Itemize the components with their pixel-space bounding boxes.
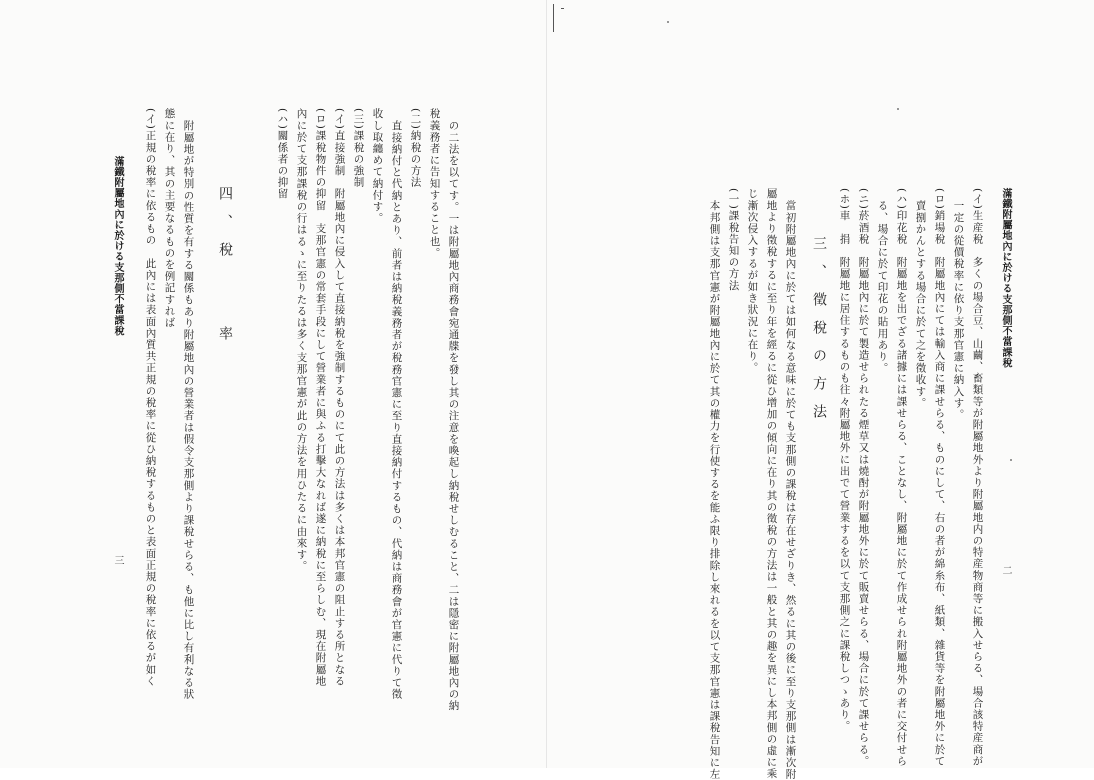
paper-speck	[667, 21, 669, 23]
text-line: (二)納稅の方法	[409, 108, 422, 188]
text-line: (三)課稅の強制	[352, 108, 365, 188]
text-line: (ニ)菸酒稅 附屬地內に於て製造せられたる煙草又は燒酎が附屬地外に於て販賣せらる、場合に於て課せらる。	[857, 188, 870, 767]
text-line: (ハ)關係者の抑留	[276, 108, 289, 200]
text-line: 稅義務者に告知すること也。	[428, 108, 441, 259]
text-line: 一定の從價稅率に依り支那官憲に納入す。	[952, 200, 965, 421]
text-line: (イ)生産稅 多くの場合豆、山繭、畜類等が附屬地外より附屬地内の特産物商等に搬入せらる、場合該特産商が	[971, 188, 984, 767]
text-line: の二法を以てす。一は附屬地內商務會宛通牒を發し其の注意を喚起し納稅せしむること、二は隱密に附屬地內の納	[447, 120, 460, 712]
text-line: (ロ)課稅物件の抑留 支那官憲の常套手段にして營業者に與ふる打擊大なれば遂に納稅に至らしむ、現在附屬地	[314, 108, 327, 687]
text-line: 內に於て支那課稅の行はるゝに至りたるは多く支那官憲が此の方法を用ひたるに由來す。	[295, 108, 308, 572]
right-page-number: 二	[1000, 565, 1011, 577]
right-page-header: 滿鐵附屬地內に於ける支那側不當課稅	[1000, 188, 1011, 369]
text-line: る、場合に於て印花の貼用あり。	[876, 200, 889, 374]
left-page	[0, 0, 547, 768]
binding-mark	[553, 4, 554, 32]
text-line: (イ)直接強制 附屬地內に侵入して直接納稅を強制するものにて此の方法は多くは本邦官憲の阻止する所となる	[333, 108, 346, 687]
text-line: 屬地より徵稅するに至り年を經るに從ひ增加の傾向に在り其の徵稅の方法は一般と其の趣を異にし本邦側の虛に乘	[765, 188, 778, 780]
left-page-header: 滿鐵附屬地內に於ける支那側不當課稅	[112, 156, 123, 337]
text-line: 態に在り、其の主要なるものを例記すれば	[163, 108, 176, 329]
text-line: (イ)正規の稅率に依るもの 此內には表面內質共正規の稅率に從ひ納稅するものと表面正規の稅率に依るが如く	[144, 108, 157, 687]
page-gutter	[546, 0, 547, 768]
text-line: じ漸次侵入するが如き狀況に在り。	[746, 188, 759, 374]
text-line: (ロ)銷場稅 附屬地內にては輸入商に課せらる、ものにして、右の者が綿糸布、紙類、雜貨等を附屬地外に於て	[933, 188, 946, 767]
paper-speck	[897, 108, 899, 110]
paper-speck	[1010, 459, 1012, 461]
text-line: 賣捌かんとする場合に於て之を徵收す。	[914, 200, 927, 409]
text-line: 本邦側は支那官憲が附屬地內に於て其の權力を行使するを能ふ限り排除し來れるを以て支那官憲は課稅告知に左	[708, 200, 721, 780]
section-heading: 三、徵稅の方法	[811, 236, 827, 432]
section-heading: 四、稅 率	[217, 186, 233, 354]
text-line: (ホ)車 捐 附屬地に居住するものも往々附屬地外に出でて營業するを以て支那側之に課稅しつゝあり。	[838, 188, 851, 732]
text-line: (ハ)印花稅 附屬地を出でざる諸據には課せらる、ことなし、附屬地に於て作成せられ附屬地外の者に交付せら	[895, 188, 908, 767]
left-page-number: 三	[112, 555, 123, 567]
text-line: (一)課稅告知の方法	[727, 188, 740, 292]
binding-mark-tick	[561, 8, 564, 9]
text-line: 附屬地が特別の性質を有する關係もあり附屬地內の營業者は假令支那側より課稅せらる、も他に比し有利なる狀	[182, 120, 195, 700]
text-line: 直接納付と代納とあり、前者は納稅義務者が稅務官憲に至り直接納付するもの、代納は商務會が官憲に代りて徵	[390, 120, 403, 700]
text-line: 收し取纏めて納付す。	[371, 108, 384, 224]
text-line: 當初附屬地內に於ては如何なる意味に於ても支那側の課稅は存在せざりき、然るに其の後に至り支那側は漸次附	[784, 200, 797, 780]
